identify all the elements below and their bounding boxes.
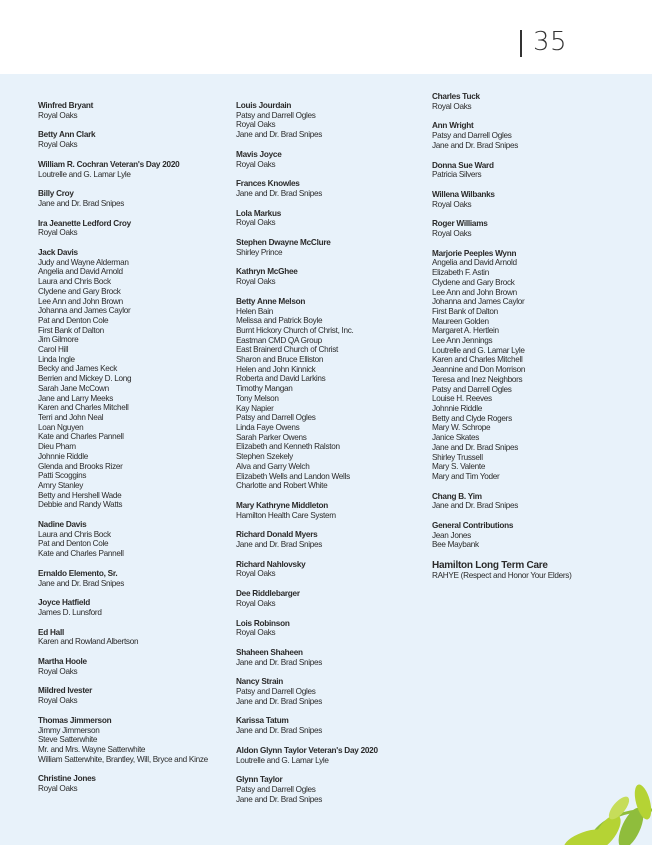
honoree-name: Roger Williams (432, 219, 488, 229)
donor-line: Bee Maybank (432, 540, 479, 550)
memorial-entry (432, 92, 632, 111)
donor-line: Patsy and Darrell Ogles (432, 131, 512, 141)
memorial-entry (236, 775, 436, 804)
memorial-entry (236, 267, 436, 286)
donor-line: Jane and Dr. Brad Snipes (236, 188, 323, 198)
memorial-entry (236, 101, 436, 140)
donor-line: Johnnie Riddle (38, 451, 88, 461)
donor-line: Lee Ann and John Brown (432, 287, 517, 297)
memorial-entry (38, 189, 238, 208)
donor-line: Elizabeth Wells and Landon Wells (236, 471, 350, 481)
honoree-name: Christine Jones (38, 774, 96, 784)
honoree-name: Donna Sue Ward (432, 160, 494, 170)
honoree-name: Ernaldo Elemento, Sr. (38, 568, 118, 578)
memorial-entry (38, 248, 238, 510)
memorial-entry (38, 219, 238, 238)
memorial-entry (38, 657, 238, 676)
donor-line: Johnnie Riddle (432, 403, 482, 413)
donor-line: William Satterwhite, Brantley, Will, Bryce and Kinze (38, 754, 208, 764)
honoree-name: Louis Jourdain (236, 101, 292, 110)
donor-line: Jane and Dr. Brad Snipes (236, 540, 323, 550)
memorial-entry (432, 560, 632, 581)
donor-line: Lee Ann Jennings (432, 336, 493, 346)
honoree-name: Billy Croy (38, 189, 74, 199)
donor-line: RAHYE (Respect and Honor Your Elders) (432, 571, 572, 581)
donor-line: Sharon and Bruce Elliston (236, 355, 324, 365)
honoree-name: Mildred Ivester (38, 686, 93, 696)
donor-line: Johanna and James Caylor (432, 297, 525, 307)
donor-line: Royal Oaks (432, 199, 472, 209)
memorial-entry (432, 219, 632, 238)
memorial-entry (236, 530, 436, 549)
donor-line: Kay Napier (236, 403, 274, 413)
donor-line: Clydene and Gary Brock (38, 286, 121, 296)
donor-line: Carol Hill (38, 345, 69, 355)
honoree-name: Willena Wilbanks (432, 189, 495, 199)
donor-line: Becky and James Keck (38, 364, 118, 374)
donor-line: Jane and Dr. Brad Snipes (432, 442, 519, 452)
honoree-name: Kathryn McGhee (236, 267, 298, 277)
donor-line: Mary and Tim Yoder (432, 471, 500, 481)
honoree-name: General Contributions (432, 521, 514, 531)
donor-line: Royal Oaks (236, 120, 276, 130)
donor-line: Royal Oaks (38, 784, 78, 794)
leaf-decoration-icon (557, 760, 652, 845)
honoree-name: Lola Markus (236, 208, 282, 218)
donor-line: Shirley Prince (236, 247, 283, 257)
honoree-name: Lois Robinson (236, 618, 290, 628)
donor-line: Loan Nguyen (38, 422, 84, 432)
memorial-entry (236, 209, 436, 228)
donor-line: Jane and Dr. Brad Snipes (38, 578, 125, 588)
donor-line: Elizabeth F. Astin (432, 268, 489, 278)
donor-line: Betty and Hershell Wade (38, 490, 122, 500)
memorial-entry (236, 716, 436, 735)
donor-line: Royal Oaks (236, 277, 276, 287)
memorial-entry (236, 150, 436, 169)
donor-line: Melissa and Patrick Boyle (236, 316, 323, 326)
donor-line: Jane and Dr. Brad Snipes (236, 794, 323, 804)
page-header (0, 0, 652, 74)
memorial-list-panel (0, 74, 652, 845)
donor-line: Royal Oaks (38, 228, 78, 238)
honoree-name: Dee Riddlebarger (236, 589, 300, 599)
donor-line: Jane and Larry Meeks (38, 393, 114, 403)
donor-line: Stephen Szekely (236, 452, 293, 462)
donor-line: Royal Oaks (236, 598, 276, 608)
donor-line: Laura and Chris Bock (38, 277, 111, 287)
honoree-name: Karissa Tatum (236, 716, 289, 726)
donor-line: Mary S. Valente (432, 462, 486, 472)
memorial-entry (236, 297, 436, 491)
donor-line: Jean Jones (432, 530, 471, 540)
donor-line: Royal Oaks (38, 696, 78, 706)
honoree-name: Martha Hoole (38, 657, 87, 667)
donor-line: Jeannine and Don Morrison (432, 365, 526, 375)
donor-line: Jane and Dr. Brad Snipes (432, 140, 519, 150)
honoree-name: Mary Kathryne Middleton (236, 500, 329, 510)
honoree-name: Stephen Dwayne McClure (236, 238, 331, 248)
donor-line: Roberta and David Larkins (236, 374, 326, 384)
donor-line: Royal Oaks (38, 140, 78, 150)
donor-line: Teresa and Inez Neighbors (432, 374, 523, 384)
memorial-entry (38, 774, 238, 793)
honoree-name: Ann Wright (432, 121, 474, 131)
honoree-name: Mavis Joyce (236, 149, 282, 159)
donor-line: Steve Satterwhite (38, 735, 98, 745)
donor-line: Patti Scoggins (38, 471, 87, 481)
memorial-entry (38, 716, 238, 765)
donor-line: Lee Ann and John Brown (38, 296, 123, 306)
donor-line: Royal Oaks (236, 218, 276, 228)
donor-line: Patricia Silvers (432, 170, 482, 180)
donor-line: Tony Melson (236, 393, 279, 403)
memorial-entry (38, 520, 238, 559)
honoree-name: Nadine Davis (38, 520, 87, 530)
donor-line: Terri and John Neal (38, 412, 104, 422)
donor-line: Patsy and Darrell Ogles (236, 687, 316, 697)
honoree-name: Thomas Jimmerson (38, 715, 112, 725)
memorial-entry (236, 501, 436, 520)
donor-line: Hamilton Health Care System (236, 510, 336, 520)
memorial-entry (432, 521, 632, 550)
donor-line: Linda Ingle (38, 354, 75, 364)
donor-line: Angelia and David Arnold (38, 267, 123, 277)
donor-line: Royal Oaks (236, 628, 276, 638)
honoree-name: Nancy Strain (236, 677, 284, 687)
donor-line: Amry Stanley (38, 480, 84, 490)
honoree-name: Charles Tuck (432, 92, 480, 101)
donor-line: Jane and Dr. Brad Snipes (236, 130, 323, 140)
honoree-name: Winfred Bryant (38, 101, 94, 110)
column-1 (38, 101, 238, 804)
donor-line: Burnt Hickory Church of Christ, Inc. (236, 325, 354, 335)
donor-line: Helen Bain (236, 306, 274, 316)
donor-line: Dieu Pham (38, 442, 76, 452)
memorial-entry (236, 677, 436, 706)
memorial-entry (38, 598, 238, 617)
memorial-entry (432, 492, 632, 511)
donor-line: Timothy Mangan (236, 384, 293, 394)
honoree-name: Ed Hall (38, 627, 65, 637)
memorial-entry (432, 121, 632, 150)
donor-line: Patsy and Darrell Ogles (236, 784, 316, 794)
memorial-entry (38, 628, 238, 647)
honoree-name: William R. Cochran Veteran's Day 2020 (38, 159, 180, 169)
donor-line: Janice Skates (432, 433, 480, 443)
donor-line: Jimmy Jimmerson (38, 725, 100, 735)
memorial-entry (38, 686, 238, 705)
memorial-entry (236, 619, 436, 638)
donor-line: Jane and Dr. Brad Snipes (236, 696, 323, 706)
memorial-entry (236, 560, 436, 579)
donor-line: Charlotte and Robert White (236, 481, 328, 491)
donor-line: Louise H. Reeves (432, 394, 492, 404)
donor-line: Jane and Dr. Brad Snipes (236, 657, 323, 667)
donor-line: Jane and Dr. Brad Snipes (432, 501, 519, 511)
donor-line: Berrien and Mickey D. Long (38, 374, 132, 384)
memorial-entry (432, 190, 632, 209)
donor-line: Eastman CMD QA Group (236, 335, 322, 345)
honoree-name: Richard Nahlovsky (236, 559, 306, 569)
donor-line: Kate and Charles Pannell (38, 432, 124, 442)
donor-line: Patsy and Darrell Ogles (236, 110, 316, 120)
memorial-entry (236, 589, 436, 608)
honoree-name: Richard Donald Myers (236, 530, 318, 540)
honoree-name: Jack Davis (38, 248, 78, 258)
donor-line: Jane and Dr. Brad Snipes (38, 198, 125, 208)
memorial-entry (236, 238, 436, 257)
column-3 (432, 92, 632, 591)
donor-line: Royal Oaks (236, 159, 276, 169)
honoree-name: Frances Knowles (236, 179, 300, 189)
memorial-entry (38, 569, 238, 588)
memorial-entry (236, 179, 436, 198)
donor-line: Shirley Trussell (432, 452, 483, 462)
donor-line: Sarah Parker Owens (236, 432, 307, 442)
honoree-name: Hamilton Long Term Care (432, 560, 548, 572)
honoree-name: Glynn Taylor (236, 775, 283, 785)
memorial-entry (38, 101, 238, 120)
donor-line: Debbie and Randy Watts (38, 500, 123, 510)
donor-line: Jim Gilmore (38, 335, 79, 345)
donor-line: Loutrelle and G. Lamar Lyle (236, 755, 329, 765)
column-2 (236, 101, 436, 814)
donor-line: Pat and Denton Cole (38, 539, 109, 549)
donor-line: Karen and Charles Mitchell (38, 403, 129, 413)
donor-line: Mr. and Mrs. Wayne Satterwhite (38, 744, 146, 754)
donor-line: Angelia and David Arnold (432, 258, 517, 268)
donor-line: Johanna and James Caylor (38, 306, 131, 316)
donor-line: Glenda and Brooks Rizer (38, 461, 123, 471)
honoree-name: Ira Jeanette Ledford Croy (38, 218, 131, 228)
donor-line: First Bank of Dalton (432, 306, 498, 316)
donor-line: Patsy and Darrell Ogles (432, 384, 512, 394)
honoree-name: Shaheen Shaheen (236, 647, 303, 657)
donor-line: Judy and Wayne Alderman (38, 257, 129, 267)
memorial-entry (236, 746, 436, 765)
donor-line: Clydene and Gary Brock (432, 277, 515, 287)
donor-line: Patsy and Darrell Ogles (236, 413, 316, 423)
donor-line: Royal Oaks (236, 569, 276, 579)
donor-line: Kate and Charles Pannell (38, 549, 124, 559)
donor-line: Karen and Rowland Albertson (38, 637, 139, 647)
donor-line: Linda Faye Owens (236, 422, 300, 432)
honoree-name: Joyce Hatfield (38, 598, 91, 608)
donor-line: Margaret A. Hertlein (432, 326, 499, 336)
donor-line: Loutrelle and G. Lamar Lyle (38, 169, 131, 179)
page-number-divider (520, 30, 522, 57)
donor-line: Royal Oaks (432, 101, 472, 111)
donor-line: Mary W. Schrope (432, 423, 491, 433)
donor-line: Royal Oaks (38, 666, 78, 676)
donor-line: Elizabeth and Kenneth Ralston (236, 442, 340, 452)
donor-line: Alva and Garry Welch (236, 461, 310, 471)
memorial-entry (38, 160, 238, 179)
donor-line: Karen and Charles Mitchell (432, 355, 523, 365)
donor-line: Loutrelle and G. Lamar Lyle (432, 345, 525, 355)
memorial-entry (236, 648, 436, 667)
donor-line: Jane and Dr. Brad Snipes (236, 726, 323, 736)
honoree-name: Aldon Glynn Taylor Veteran's Day 2020 (236, 745, 378, 755)
memorial-entry (38, 130, 238, 149)
honoree-name: Betty Anne Melson (236, 296, 306, 306)
donor-line: Laura and Chris Bock (38, 529, 111, 539)
donor-line: Helen and John Kinnick (236, 364, 316, 374)
honoree-name: Betty Ann Clark (38, 130, 96, 140)
memorial-entry (432, 161, 632, 180)
honoree-name: Marjorie Peeples Wynn (432, 248, 517, 258)
donor-line: Royal Oaks (38, 110, 78, 120)
honoree-name: Chang B. Yim (432, 491, 482, 501)
donor-line: First Bank of Dalton (38, 325, 104, 335)
donor-line: Maureen Golden (432, 316, 489, 326)
donor-line: East Brainerd Church of Christ (236, 345, 339, 355)
page-number: 35 (533, 27, 568, 57)
donor-line: Royal Oaks (432, 229, 472, 239)
memorial-entry (432, 249, 632, 482)
donor-line: James D. Lunsford (38, 607, 102, 617)
donor-line: Betty and Clyde Rogers (432, 413, 512, 423)
donor-line: Pat and Denton Cole (38, 315, 109, 325)
donor-line: Sarah Jane McCown (38, 383, 109, 393)
